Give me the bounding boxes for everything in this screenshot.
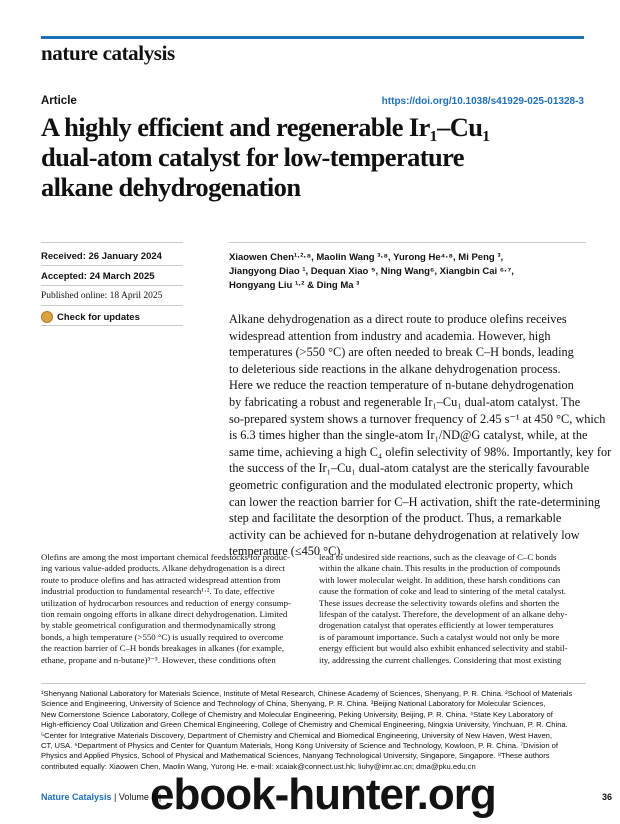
title-line: alkane dehydrogenation xyxy=(41,172,301,202)
abstract-line: Alkane dehydrogenation as a direct route to produce olefins receives xyxy=(229,312,567,326)
body-line: lifespan of the catalyst. Therefore, the development of an alkane dehy- xyxy=(319,609,568,620)
body-line: by stable geometrical configuration and thermodynamically strong xyxy=(41,620,276,631)
title-line: dual-atom catalyst for low-temperature xyxy=(41,142,464,172)
abstract-line: to deleterious side reactions in the alkane dehydrogenation process. xyxy=(229,361,561,376)
body-column-left xyxy=(41,552,303,666)
abstract-line: the success of the Ir₁–Cu₁ dual-atom catalyst are the sterically favourable xyxy=(229,461,590,476)
body-line: is of paramount importance. Such a catalyst would not only be more xyxy=(319,631,560,642)
affiliation-line: New Cornerstone Science Laboratory, College of Chemistry and Molecular Engineering, Peking University, Beijing, P. R. China. ⁴State Key Laboratory of xyxy=(41,709,553,719)
check-updates-label: Check for updates xyxy=(57,311,140,323)
affiliations xyxy=(41,689,586,772)
abstract-line: activity can be achieved for n-butane dehydrogenation at relatively low xyxy=(229,527,580,542)
affiliation-line: High-efficiency Coal Utilization and Green Chemical Engineering, College of Chemistry and Chemical Engineering, Ningxia University, Yinchuan, P. R. China. xyxy=(41,720,568,730)
article-type: Article xyxy=(41,95,77,107)
author-line[interactable]: Xiaowen Chen¹·²·⁸, Maolin Wang ³·⁸, Yurong He⁴·⁸, Mi Peng ³, xyxy=(229,252,504,263)
abstract-line: can lower the reaction barrier for C–H activation, shift the rate-determining xyxy=(229,494,601,509)
abstract xyxy=(229,311,612,560)
affiliation-line: ⁵Center for Integrative Materials Discovery, Department of Chemistry and Chemical and Biomedical Engineering, University of New Haven, West Haven, xyxy=(41,730,553,740)
accepted-date: Accepted: 24 March 2025 xyxy=(41,271,155,282)
footer-journal: Nature Catalysis xyxy=(41,792,112,802)
abstract-line: so-prepared system shows a turnover frequency of 2.45 s⁻¹ at 450 °C, which xyxy=(229,411,606,426)
divider xyxy=(41,242,183,243)
body-line: lead to undesired side reactions, such as the cleavage of C–C bonds xyxy=(319,552,557,562)
abstract-line: geometric configuration and the modulated electronic property, which xyxy=(229,477,574,492)
body-line: cause the formation of coke and lead to sintering of the metal catalyst. xyxy=(319,586,566,597)
body-line: ethane, propane and n-butane)³⁻⁵. However, these conditions often xyxy=(41,654,276,665)
author-list xyxy=(229,251,589,293)
article-title xyxy=(41,112,601,202)
body-line: route to produce olefins and has attracted widespread attention from xyxy=(41,574,281,585)
body-line: tion remain ongoing efforts in alkane direct dehydrogenation. Limited xyxy=(41,609,288,620)
abstract-line: step and facilitate the desorption of the product. Thus, a remarkable xyxy=(229,511,562,526)
body-line: with lower molecular weight. In addition, these harsh conditions can xyxy=(319,574,561,585)
affiliation-line[interactable]: contributed equally: Xiaowen Chen, Maolin Wang, Yurong He. e-mail: xcaiak@connect.ust.hk; liuhy@imr.ac.cn; dma@pku.edu.cn xyxy=(41,761,476,771)
doi-link[interactable]: https://doi.org/10.1038/s41929-025-01328-3 xyxy=(381,96,584,107)
body-line: energy efficient but would also exhibit enhanced selectivity and stabil- xyxy=(319,643,568,654)
footer-volume: | Volume 8 | xyxy=(111,792,162,802)
divider xyxy=(41,305,183,306)
body-line: drogenation catalyst that operates efficiently at lower temperatures xyxy=(319,620,554,631)
body-line: bonds, a high temperature (>550 °C) is usually required to overcome xyxy=(41,631,284,642)
watermark: ebook-hunter.org xyxy=(150,770,496,819)
journal-name: nature catalysis xyxy=(41,41,175,65)
page-number: 36 xyxy=(601,792,612,802)
body-line: ity, addressing the current challenges. Considering that most existing xyxy=(319,654,562,665)
body-line: utilization of hydrocarbon resources and reduction of energy consump- xyxy=(41,597,291,608)
divider xyxy=(41,265,183,266)
divider xyxy=(41,325,183,326)
received-date: Received: 26 January 2024 xyxy=(41,251,162,262)
affiliation-line: Physics and Applied Physics, School of Physical and Mathematical Sciences, Nanyang Technological University, Singapore, Singapore. ⁸These authors xyxy=(41,751,550,761)
abstract-line: by fabricating a robust and regenerable Ir₁–Cu₁ dual-atom catalyst. The xyxy=(229,394,581,409)
update-badge-icon xyxy=(41,311,53,323)
abstract-line: temperature (≤450 °C). xyxy=(229,544,344,559)
author-line[interactable]: Jiangyong Diao ¹, Dequan Xiao ⁵, Ning Wang⁶, Xiangbin Cai ⁶·⁷, xyxy=(229,266,514,277)
affiliation-line: Science and Engineering, University of Science and Technology of China, Shenyang, P. R. China. ³Beijing National Laboratory for Molecular Sciences, xyxy=(41,699,546,709)
body-line: These issues decrease the selectivity towards olefins and shorten the xyxy=(319,597,560,608)
top-rule xyxy=(41,36,584,39)
divider xyxy=(41,285,183,286)
abstract-line: widespread attention from industry and academia. However, high xyxy=(229,328,551,343)
abstract-line: same time, achieving a high C₄ olefin selectivity of 98%. Importantly, key for xyxy=(229,444,612,459)
author-line[interactable]: Hongyang Liu ¹·² & Ding Ma ³ xyxy=(229,280,360,291)
body-line: the reaction barrier of C–H bonds breakages in alkanes (for example, xyxy=(41,643,285,654)
affiliation-line: CT, USA. ⁶Department of Physics and Center for Quantum Materials, Hong Kong University of Science and Technology, Kowloon, P. R. China. ⁷Division of xyxy=(41,741,559,751)
body-line: Olefins are among the most important chemical feedstocks for produc- xyxy=(41,552,290,562)
affiliation-line: ¹Shenyang National Laboratory for Materials Science, Institute of Metal Research, Chinese Academy of Sciences, Shenyang, P. R. China. ²School of Materials xyxy=(41,689,573,698)
title-line: A highly efficient and regenerable Ir₁–Cu₁ xyxy=(41,112,490,142)
body-line: industrial production to fundamental research¹·². To date, effective xyxy=(41,586,275,597)
body-column-right xyxy=(319,552,581,666)
divider xyxy=(229,242,586,243)
published-date: Published online: 18 April 2025 xyxy=(41,291,163,301)
abstract-line: is 6.3 times higher than the single-atom Ir₁/ND@G catalyst, while, at the xyxy=(229,428,588,443)
abstract-line: temperatures (>550 °C) are often needed to break C–H bonds, leading xyxy=(229,345,574,360)
page-footer xyxy=(41,792,161,802)
affiliations-divider xyxy=(41,683,586,684)
abstract-line: Here we reduce the reaction temperature of n-butane dehydrogenation xyxy=(229,378,574,393)
check-for-updates-button[interactable] xyxy=(41,311,140,323)
body-line: ing various value-added products. Alkane dehydrogenation is a direct xyxy=(41,563,286,574)
body-line: within the alkane chain. This results in the production of compounds xyxy=(319,563,561,574)
